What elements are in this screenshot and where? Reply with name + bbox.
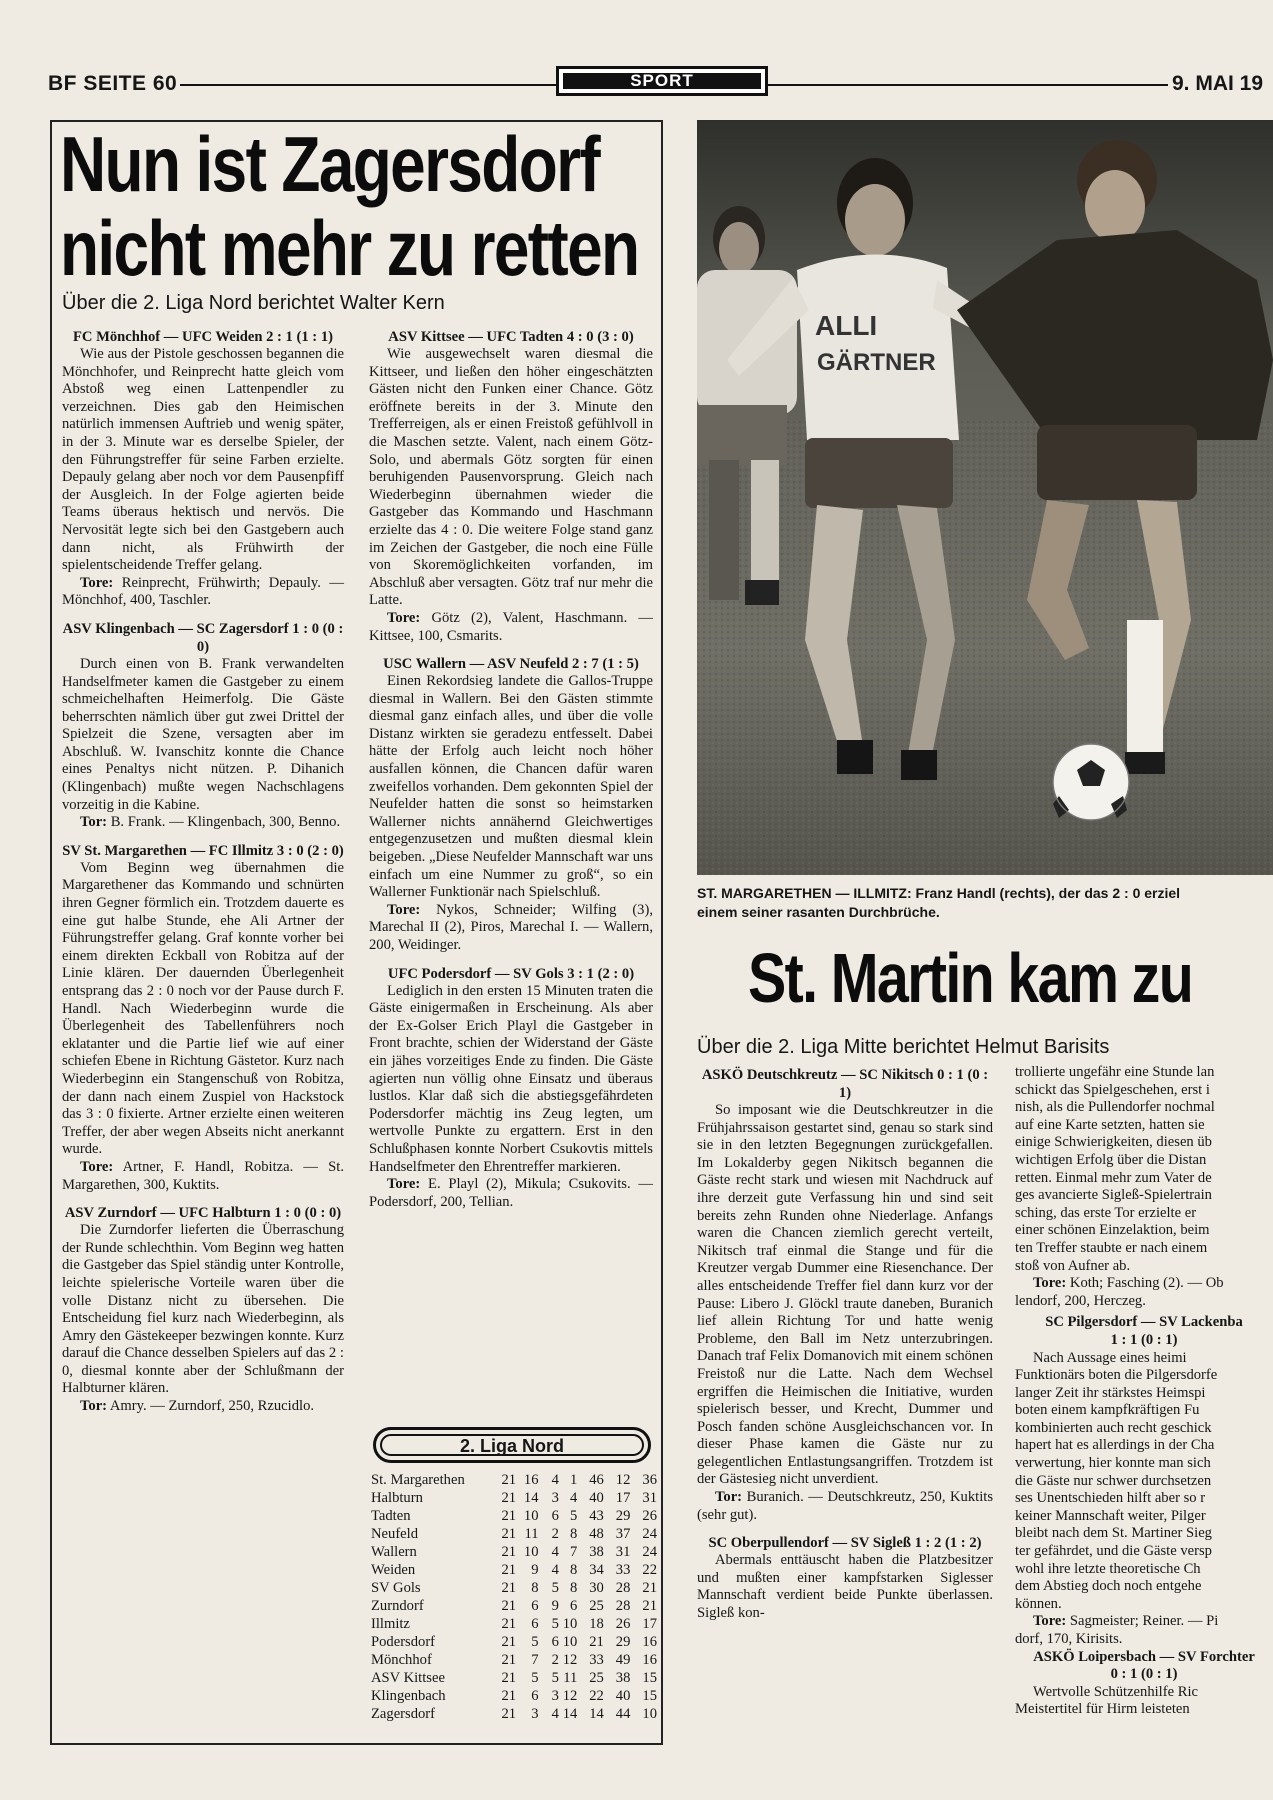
stat-cell: 25 <box>589 1670 604 1686</box>
standings-row <box>371 1669 657 1687</box>
text-line: hapert hat es allerdings in der Cha <box>1015 1437 1215 1454</box>
standings-row <box>371 1525 657 1543</box>
text-line: langer Zeit ihr stärkstes Heimspi <box>1015 1384 1206 1401</box>
text-line: nish, als die Pullendorfer nochmal <box>1015 1099 1215 1116</box>
match-report: Einen Rekordsieg landete die Gallos-Truppe diesmal in Wallern. Bei den Gästen stimmte diesmal ganz einfach alles, und über die volle Distanz wirkten sie geradezu entfesselt. Dabei hätte der Erfolg auch leicht noch höher ausfallen können, die Chancen dafür waren zweifellos vorhanden. Dem gekonnten Spiel der Neufelder hatten die sonst so heimstarken Wallerner nichts annähernd Gleichwertiges entgegenzusetzen und mußten diesmal klein beigeben. „Diese Neufelder Mannschaft war uns einfach um eine Nummer zu groß“, so ein Wallerner Funktionär nach Spielschluß. <box>369 673 653 901</box>
standings-row <box>371 1543 657 1561</box>
match-title: 0 : 1 (0 : 1) <box>1110 1666 1178 1683</box>
text-line: ges avancierte Sigleß-Spielertrain <box>1015 1187 1212 1204</box>
match-scorers: Tor: B. Frank. — Klingenbach, 300, Benno. <box>80 814 341 831</box>
text-line: stoß von Aufner ab. <box>1015 1257 1131 1274</box>
stat-cell: 8 <box>570 1562 578 1578</box>
column-1 <box>62 328 344 1426</box>
match-report: Vom Beginn weg übernahmen die Margarethener das Kommando und schnürten ihren Gegner förmlich ein. Trotzdem dauerte es eine gut halbe Stunde, ehe Ali Artner der Führungstreffer gelang. Graf konnte vorher bei einem direkten Eckball von Robitza auf der Linie klären. Der dauernden Überlegenheit entsprang das 2 : 0 noch vor der Pause durch F. Handl. Nach Wiederbeginn wurde die Überlegenheit des Tabellenführers noch eklatanter und die Partie lief wie auf einer schiefen Ebene in Richtung Gästetor. Kurz nach Wiederbeginn ein Stangenschuß von Robitza, der dann nach einem Zuspiel von Hackstock das 3 : 0 fixierte. Artner erzielte einen weiteren Treffer, der aber wegen Abseits nicht anerkannt wurde. <box>62 859 344 1158</box>
standings-row <box>371 1615 657 1633</box>
stat-cell: 4 <box>570 1490 578 1506</box>
stat-cell: 9 <box>551 1598 559 1614</box>
stat-cell: 6 <box>531 1688 539 1704</box>
stat-cell: 48 <box>589 1526 604 1542</box>
stat-cell: 1 <box>570 1472 578 1488</box>
headline-line-1: Nun ist Zagersdorf <box>60 120 600 208</box>
stat-cell: 38 <box>615 1670 631 1686</box>
stat-cell: 21 <box>501 1670 517 1686</box>
stat-cell: 31 <box>642 1490 657 1506</box>
match-title: 1 : 1 (0 : 1) <box>1110 1331 1178 1348</box>
header-rule-right <box>768 84 1168 86</box>
match-scorers: Tore: Götz (2), Valent, Haschmann. — Kittsee, 100, Csmarits. <box>369 609 653 644</box>
stat-cell: 16 <box>642 1652 657 1668</box>
standings-row <box>371 1561 657 1579</box>
stat-cell: 12 <box>615 1472 631 1488</box>
text-line: einige Schwierigkeiten, diesen üb <box>1015 1134 1212 1151</box>
stat-cell: 26 <box>615 1616 631 1632</box>
stat-cell: 18 <box>589 1616 604 1632</box>
stat-cell: 6 <box>531 1616 539 1632</box>
byline-2: Über die 2. Liga Mitte berichtet Helmut Barisits <box>697 1036 1110 1058</box>
jersey-text-1: ALLI <box>815 310 878 341</box>
stat-cell: 49 <box>615 1652 631 1668</box>
stat-cell: 5 <box>551 1580 559 1596</box>
text-line: sching, das erste Tor erzielte er <box>1015 1204 1197 1221</box>
match-scorers: Tore: Artner, F. Handl, Robitza. — St. Margarethen, 300, Kuktits. <box>62 1158 344 1193</box>
byline: Über die 2. Liga Nord berichtet Walter Kern <box>62 292 445 314</box>
stat-cell: 5 <box>551 1616 559 1632</box>
stat-cell: 22 <box>589 1688 604 1704</box>
text-line: Wertvolle Schützenhilfe Ric <box>1033 1683 1198 1700</box>
stat-cell: 8 <box>570 1526 578 1542</box>
issue-date: 9. MAI 19 <box>1172 72 1264 95</box>
match-photo <box>697 120 1273 875</box>
stat-cell: 21 <box>501 1490 517 1506</box>
match-title: ASV Zurndorf — UFC Halbturn 1 : 0 (0 : 0) <box>64 1205 342 1222</box>
match-report: Wie aus der Pistole geschossen begannen die Mönchhofer, und Reinprecht hatte gleich vom Abstoß weg einen Lattenpendler zu verzeichnen. Dies gab den Heimischen natürlich immensen Auftrieb und wenig später, in der 3. Minute war es derselbe Spieler, der den Führungstreffer für seine Farben erzielte. Depauly gelang aber noch vor dem Pausenpfiff der Ausgleich. In der Folge agierten beide Teams überaus hektisch und nervös. Die Nervosität legte sich bei den Gastgebern auch dann nicht, als Frühwirth der spielentscheidende Treffer gelang. <box>62 346 344 574</box>
stat-cell: 11 <box>524 1526 539 1542</box>
match-report: So imposant wie die Deutschkreutzer in die Frühjahrssaison gestartet sind, genau so stark sind sie in den letzten Begegnungen zurückgefallen. Im Lokalderby gegen Nikitsch begannen die Gäste recht stark und wiesen mit Nachdruck auf ihre derzeit gute Verfassung hin und sind seit bereits zehn Runden ohne Niederlage. Anfangs waren die Chancen ziemlich gerecht verteilt, Nikitsch traf einmal die Stange und für die Kreutzer vergab Dummer eine Riesenchance. Der alles entscheidende Treffer fiel dann kurz vor der Pause: Libero J. Glöckl traute daneben, Buranich lief allein Richtung Tor und hatte wenig Probleme, den Ball im Netz unterzubringen. Danach traf Felix Domanovich mit einem schönen Freistoß nur die Latte. Nach dem Wechsel ergriffen die Heimischen die Initiative, wurden spielerisch besser, und Krecht, Dummer und Posch fanden schöne Ausgleichschancen vor. In dieser Phase kamen die Gäste nur zu gelegentlichen Entlastungsangriffen. Trotzdem ist der Gästesieg nicht unverdient. <box>697 1102 993 1488</box>
text-line: die Gäste nur schwer durchsetzen <box>1015 1472 1212 1489</box>
standings-table <box>371 1471 657 1723</box>
match-title: SV St. Margarethen — FC Illmitz 3 : 0 (2 : 0) <box>62 842 344 859</box>
stat-cell: 6 <box>551 1634 559 1650</box>
stat-cell: 21 <box>501 1598 517 1614</box>
stat-cell: 12 <box>562 1652 578 1668</box>
standings-title: 2. Liga Nord <box>380 1434 644 1456</box>
text-line: können. <box>1015 1595 1062 1612</box>
stat-cell: 21 <box>501 1652 517 1668</box>
team-name: Neufeld <box>371 1526 419 1542</box>
stat-cell: 29 <box>615 1508 631 1524</box>
match-title: ASKÖ Loipersbach — SV Forchter <box>1033 1648 1255 1665</box>
text-line: verwertung, hier konnte man sich <box>1015 1455 1211 1472</box>
stat-cell: 10 <box>562 1616 578 1632</box>
match-title: FC Mönchhof — UFC Weiden 2 : 1 (1 : 1) <box>73 329 333 345</box>
stat-cell: 21 <box>501 1688 517 1704</box>
standings-row <box>371 1597 657 1615</box>
stat-cell: 6 <box>531 1598 539 1614</box>
text-line: boten einem kampfkräftigen Fu <box>1015 1402 1200 1419</box>
text-line: schickt das Spielgeschehen, erst i <box>1015 1081 1210 1098</box>
stat-cell: 26 <box>642 1508 657 1524</box>
text-line: Meistertitel für Hirm leisteten <box>1015 1701 1190 1718</box>
standings-row <box>371 1633 657 1651</box>
stat-cell: 8 <box>531 1580 539 1596</box>
photo-caption: ST. MARGARETHEN — ILLMITZ: Franz Handl (rechts), der das 2 : 0 erziel einem seiner rasanten Durchbrüche. <box>697 885 1181 920</box>
stat-cell: 25 <box>589 1598 604 1614</box>
text-line: dorf, 170, Kirisits. <box>1015 1631 1123 1647</box>
standings-row <box>371 1651 657 1669</box>
match-title: SC Pilgersdorf — SV Lackenba <box>1045 1314 1243 1331</box>
team-name: Mönchhof <box>371 1652 432 1668</box>
stat-cell: 4 <box>551 1544 559 1560</box>
stat-cell: 24 <box>642 1526 657 1542</box>
stat-cell: 17 <box>642 1616 657 1632</box>
stat-cell: 21 <box>501 1616 517 1632</box>
section-label: SPORT <box>563 73 761 89</box>
team-name: Klingenbach <box>371 1688 446 1704</box>
stat-cell: 15 <box>642 1688 657 1704</box>
stat-cell: 33 <box>589 1652 604 1668</box>
stat-cell: 17 <box>615 1490 631 1506</box>
text-line: wohl ihre letzte theoretische Ch <box>1015 1560 1201 1577</box>
text-line: auf eine Karte setzten, hatten sie <box>1015 1116 1205 1133</box>
stat-cell: 5 <box>531 1634 539 1650</box>
stat-cell: 21 <box>501 1706 517 1722</box>
stat-cell: 21 <box>501 1508 517 1524</box>
team-name: Zurndorf <box>371 1598 424 1614</box>
stat-cell: 46 <box>589 1472 604 1488</box>
stat-cell: 5 <box>570 1508 578 1524</box>
stat-cell: 33 <box>615 1562 631 1578</box>
stat-cell: 43 <box>589 1508 604 1524</box>
match-scorers: Tore: Sagmeister; Reiner. — Pi <box>1033 1613 1219 1630</box>
standings-row <box>371 1579 657 1597</box>
stat-cell: 44 <box>615 1706 631 1722</box>
match-title: UFC Podersdorf — SV Gols 3 : 1 (2 : 0) <box>387 965 635 982</box>
match-scorers: Tore: Reinprecht, Frühwirth; Depauly. — Mönchhof, 400, Taschler. <box>62 574 344 609</box>
stat-cell: 14 <box>589 1706 604 1722</box>
stat-cell: 16 <box>523 1472 539 1488</box>
stat-cell: 31 <box>615 1544 631 1560</box>
match-title: ASKÖ Deutschkreutz — SC Nikitsch 0 : 1 (0 : 1) <box>701 1067 989 1101</box>
text-line: keiner Mannschaft weiter, Pilger <box>1015 1507 1206 1524</box>
stat-cell: 6 <box>570 1598 578 1614</box>
team-name: ASV Kittsee <box>371 1670 445 1686</box>
match-scorers: Tore: Koth; Fasching (2). — Ob <box>1033 1275 1224 1292</box>
stat-cell: 9 <box>531 1562 539 1578</box>
column-2 <box>369 328 653 1221</box>
text-line: retten. Einmal mehr zum Vater de <box>1015 1169 1212 1186</box>
stat-cell: 30 <box>589 1580 604 1596</box>
text-line: ter gefährdet, und die Gäste versp <box>1015 1543 1212 1560</box>
stat-cell: 14 <box>562 1706 578 1722</box>
stat-cell: 16 <box>642 1634 657 1650</box>
stat-cell: 4 <box>551 1472 559 1488</box>
match-report: Die Zurndorfer lieferten die Überraschung der Runde schlechthin. Vom Beginn weg hatten die Gastgeber das Spiel ständig unter Kontrolle, leichte spielerische Vorteile waren über die volle Distanz nicht zu übersehen. Die Entscheidung fiel kurz nach Wiederbeginn, als Amry den Gästekeeper bezwingen konnte. Kurz darauf die Chance desselben Spielers auf das 2 : 0, diesmal konnte aber der Schlußmann der Halbturner klären. <box>62 1222 344 1397</box>
stat-cell: 12 <box>562 1688 578 1704</box>
stat-cell: 7 <box>531 1652 539 1668</box>
jersey-text-2: GÄRTNER <box>817 349 936 376</box>
photo-illustration <box>697 120 1273 875</box>
text-line: kombinierten auch recht geschick <box>1015 1419 1212 1436</box>
column-3 <box>697 1066 993 1623</box>
text-line: Nach Aussage eines heimi <box>1033 1349 1187 1366</box>
stat-cell: 3 <box>551 1490 559 1506</box>
stat-cell: 21 <box>642 1598 657 1614</box>
stat-cell: 8 <box>570 1580 578 1596</box>
match-scorers: Tor: Amry. — Zurndorf, 250, Rzucidlo. <box>80 1398 315 1415</box>
stat-cell: 15 <box>642 1670 657 1686</box>
standings-title-box <box>373 1427 651 1463</box>
match-title: ASV Klingenbach — SC Zagersdorf 1 : 0 (0 : 0) <box>62 620 344 655</box>
match-report: Lediglich in den ersten 15 Minuten traten die Gäste einigermaßen in Erscheinung. Als aber der Ex-Golser Erich Playl die Gastgeber in Front brachte, schien der Widerstand der Gäste ein jähes vorzeitiges Ende zu finden. Die Gäste agierten nun völlig ohne Einsatz und überaus lustlos. Klar daß sich die abstiegsgefährdeten Podersdorfer mächtig ins Zeug legten, um wertvolle Punkte zu ergattern. Erst in den Schlußphasen konnte Norbert Csukovtis mittels Handselfmeter den Ehrentreffer markieren. <box>369 982 653 1175</box>
stat-cell: 5 <box>551 1670 559 1686</box>
match-title: SC Oberpullendorf — SV Sigleß 1 : 2 (1 : 2) <box>708 1535 982 1552</box>
stat-cell: 10 <box>642 1706 657 1722</box>
stat-cell: 21 <box>501 1472 517 1488</box>
team-name: Weiden <box>371 1562 416 1578</box>
headline-2: St. Martin kam zu <box>748 939 1193 1017</box>
match-scorers: Tore: Nykos, Schneider; Wilfing (3), Marechal II (2), Piros, Marechal I. — Wallern, 200, Weidinger. <box>369 901 653 953</box>
standings-row <box>371 1687 657 1705</box>
team-name: Zagersdorf <box>371 1706 436 1722</box>
football <box>1053 744 1129 820</box>
stat-cell: 24 <box>642 1544 657 1560</box>
match-report: Wie ausgewechselt waren diesmal die Kittseer, und ließen den höher eingeschätzten Gästen nicht den Funken einer Chance. Götz eröffnete bereits in der 3. Minute den Trefferreigen, als er einen Freistoß gefühlvoll in die Maschen setzte. Valent, nach einem Götz-Solo, und abermals Götz sorgten für einen beruhigenden Pausenvorsprung. Gleich nach Wiederbeginn übernahmen wieder die Gastgeber das Kommando und Haschmann erzielte das 4 : 0. Die weitere Folge stand ganz im Zeichen der Gastgeber, die noch eine Fülle von Skoremöglichkeiten vorfanden, im Abschluß aber versagten. Götz traf nur mehr die Latte. <box>369 346 653 609</box>
section-box <box>556 66 768 96</box>
text-line: ses Unentschieden hilft aber so r <box>1015 1490 1206 1507</box>
stat-cell: 21 <box>501 1580 517 1596</box>
match-report: Abermals enttäuscht haben die Platzbesitzer und mußten einer kampfstarken Siglesser Mannschaft verdient beide Punkte überlassen. Sigleß kon- <box>697 1552 993 1622</box>
stat-cell: 2 <box>551 1526 559 1542</box>
team-name: Wallern <box>371 1544 417 1560</box>
stat-cell: 10 <box>523 1508 539 1524</box>
match-title: ASV Kittsee — UFC Tadten 4 : 0 (3 : 0) <box>388 329 634 345</box>
match-title: USC Wallern — ASV Neufeld 2 : 7 (1 : 5) <box>383 656 639 673</box>
team-name: SV Gols <box>371 1580 421 1596</box>
stat-cell: 3 <box>531 1706 539 1722</box>
stat-cell: 5 <box>531 1670 539 1686</box>
stat-cell: 28 <box>615 1580 631 1596</box>
text-line: trollierte ungefähr eine Stunde lan <box>1015 1064 1215 1080</box>
team-name: Podersdorf <box>371 1634 436 1650</box>
stat-cell: 2 <box>551 1652 559 1668</box>
stat-cell: 40 <box>589 1490 604 1506</box>
match-scorers: Tore: E. Playl (2), Mikula; Csukovits. — Podersdorf, 200, Tellian. <box>369 1176 653 1210</box>
stat-cell: 3 <box>551 1688 559 1704</box>
stat-cell: 7 <box>570 1544 578 1560</box>
stat-cell: 28 <box>615 1598 631 1614</box>
team-name: Halbturn <box>371 1490 423 1506</box>
stat-cell: 21 <box>501 1634 517 1650</box>
team-name: St. Margarethen <box>371 1472 465 1488</box>
standings-row <box>371 1489 657 1507</box>
stat-cell: 21 <box>501 1526 517 1542</box>
stat-cell: 21 <box>589 1634 604 1650</box>
text-line: lendorf, 200, Herczeg. <box>1015 1292 1146 1309</box>
match-scorers: Tor: Buranich. — Deutschkreutz, 250, Kuktits (sehr gut). <box>697 1489 993 1523</box>
text-line: bleibt nach dem St. Martiner Sieg <box>1015 1525 1212 1542</box>
stat-cell: 4 <box>551 1562 559 1578</box>
page-number: BF SEITE 60 <box>48 72 178 95</box>
stat-cell: 21 <box>642 1580 657 1596</box>
stat-cell: 14 <box>523 1490 539 1506</box>
stat-cell: 10 <box>562 1634 578 1650</box>
match-report: Durch einen von B. Frank verwandelten Handselfmeter kamen die Gastgeber zu einem schmeichelhaften Heimerfolg. Die Gäste beherrschten nämlich über gut zwei Drittel der Spielzeit die Szene, versagten aber im Abschluß. W. Ivanschitz konnte die Chance eines Penaltys nicht nützen. P. Dihanich (Klingenbach) mußte wegen Nachschlagens vorzeitig in die Kabine. <box>62 655 344 813</box>
stat-cell: 37 <box>615 1526 631 1542</box>
stat-cell: 10 <box>523 1544 539 1560</box>
header-rule-left <box>180 84 556 86</box>
standings-row <box>371 1507 657 1525</box>
text-line: ten Treffer staubte er nach einem <box>1015 1239 1208 1256</box>
stat-cell: 6 <box>551 1508 559 1524</box>
stat-cell: 38 <box>589 1544 604 1560</box>
standings-row <box>371 1705 657 1723</box>
stat-cell: 4 <box>551 1706 559 1722</box>
stat-cell: 29 <box>615 1634 631 1650</box>
stat-cell: 22 <box>642 1562 657 1578</box>
stat-cell: 40 <box>615 1688 631 1704</box>
stat-cell: 11 <box>563 1670 578 1686</box>
team-name: Illmitz <box>371 1616 410 1632</box>
stat-cell: 34 <box>589 1562 604 1578</box>
text-line: dem Abstieg doch noch entgehe <box>1015 1578 1202 1595</box>
column-4 <box>1015 1064 1273 1719</box>
standings-row <box>371 1471 657 1489</box>
headline-line-2: nicht mehr zu retten <box>60 204 639 292</box>
stat-cell: 21 <box>501 1544 517 1560</box>
team-name: Tadten <box>371 1508 411 1524</box>
stat-cell: 21 <box>501 1562 517 1578</box>
stat-cell: 36 <box>642 1472 657 1488</box>
text-line: Funktionärs boten die Pilgersdorfe <box>1015 1367 1218 1384</box>
text-line: einer schönen Einzelaktion, beim <box>1015 1222 1210 1239</box>
text-line: wichtigen Erfolg über die Distan <box>1015 1151 1207 1168</box>
